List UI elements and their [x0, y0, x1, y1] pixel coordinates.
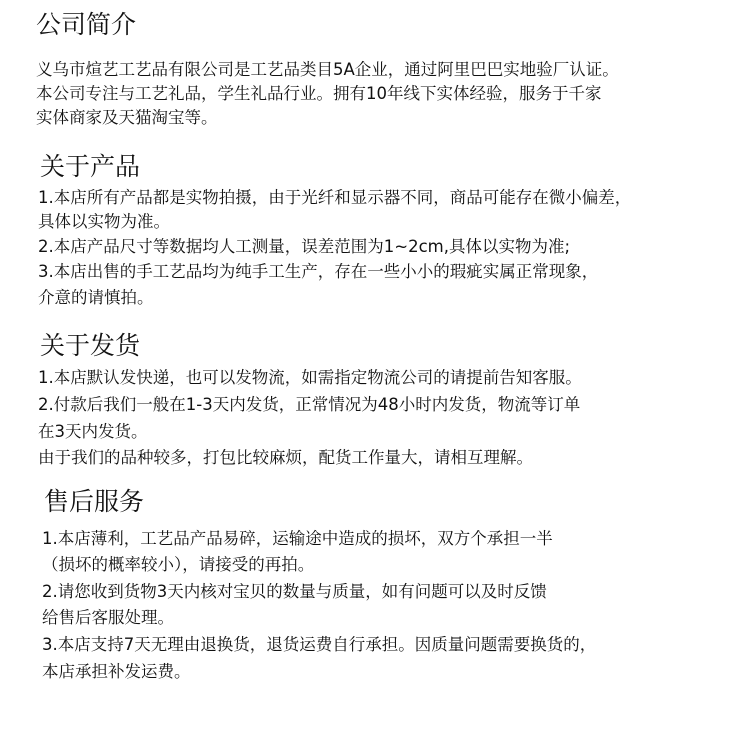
aftersales-line-5: 3.本店支持7天无理由退换货，退货运费自行承担。因质量问题需要换货的，: [42, 635, 597, 654]
products-line-2: 具体以实物为准。: [38, 212, 170, 231]
aftersales-line-4: 给售后客服处理。: [42, 608, 174, 627]
products-title: 关于产品: [40, 152, 141, 181]
aftersales-line-3: 2.请您收到货物3天内核对宝贝的数量与质量，如有问题可以及时反馈: [42, 582, 547, 601]
intro-title: 公司简介: [36, 10, 137, 39]
intro-line-1: 义乌市煊艺工艺品有限公司是工艺品类目5A企业，通过阿里巴巴实地验厂认证。: [36, 60, 619, 79]
products-line-5: 介意的请慎拍。: [38, 288, 154, 307]
aftersales-line-1: 1.本店薄利，工艺品产品易碎，运输途中造成的损坏，双方个承担一半: [42, 529, 553, 548]
products-line-1: 1.本店所有产品都是实物拍摄，由于光纤和显示器不同，商品可能存在微小偏差，: [38, 188, 632, 207]
aftersales-title: 售后服务: [44, 487, 145, 516]
products-line-3: 2.本店产品尺寸等数据均人工测量，误差范围为1~2cm,具体以实物为准;: [38, 237, 571, 256]
shipping-title: 关于发货: [40, 331, 141, 360]
shipping-line-1: 1.本店默认发快递，也可以发物流，如需指定物流公司的请提前告知客服。: [38, 368, 582, 387]
shipping-line-4: 由于我们的品种较多，打包比较麻烦，配货工作量大，请相互理解。: [38, 448, 533, 467]
shipping-line-2: 2.付款后我们一般在1-3天内发货，正常情况为48小时内发货，物流等订单: [38, 395, 581, 414]
intro-line-2: 本公司专注与工艺礼品，学生礼品行业。拥有10年线下实体经验，服务于千家: [36, 84, 602, 103]
shipping-line-3: 在3天内发货。: [38, 422, 148, 441]
aftersales-line-2: （损坏的概率较小），请接受的再拍。: [42, 555, 315, 574]
intro-line-3: 实体商家及天猫淘宝等。: [36, 108, 218, 127]
products-line-4: 3.本店出售的手工艺品均为纯手工生产，存在一些小小的瑕疵实属正常现象，: [38, 262, 599, 281]
aftersales-line-6: 本店承担补发运费。: [42, 662, 191, 681]
